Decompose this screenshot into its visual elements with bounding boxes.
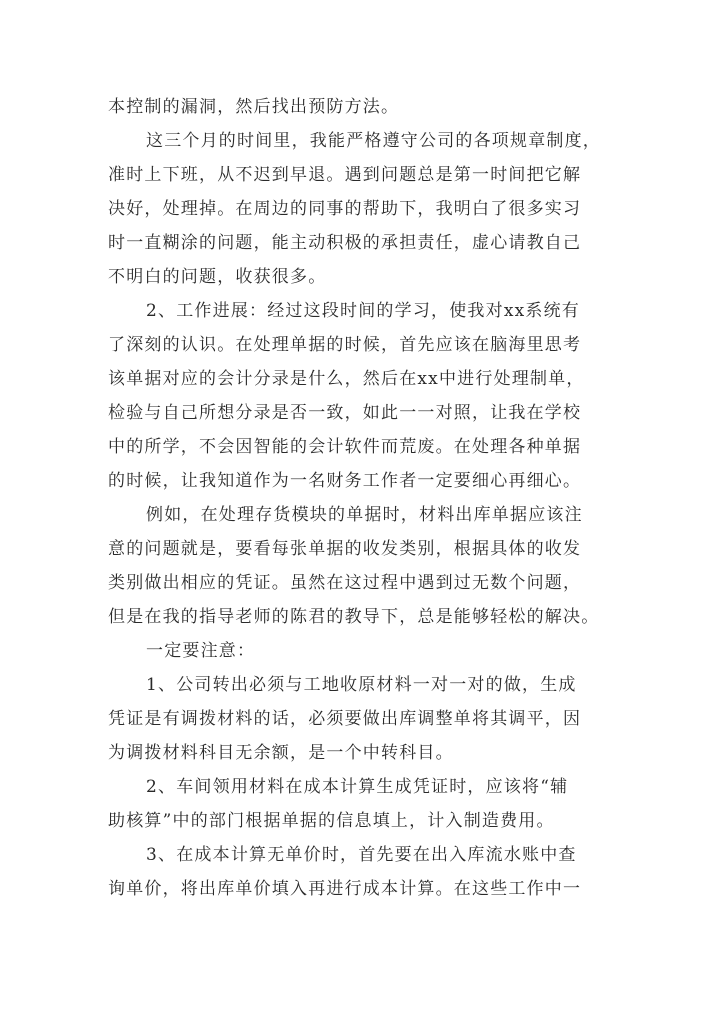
text-line-1: 本控制的漏洞，然后找出预防方法。	[108, 97, 400, 117]
text-line-8: 了深刻的认识。在处理单据的时候，首先应该在脑海里思考	[108, 335, 582, 355]
text-line-12: 的时候，让我知道作为一名财务工作者一定要细心再细心。	[108, 471, 582, 491]
text-line-16: 但是在我的指导老师的陈君的教导下，总是能够轻松的解决。	[108, 607, 600, 627]
text-line-19: 凭证是有调拨材料的话，必须要做出库调整单将其调平，因	[108, 709, 582, 729]
text-line-22: 助核算”中的部门根据单据的信息填上，计入制造费用。	[108, 811, 555, 831]
text-line-9: 该单据对应的会计分录是什么，然后在xx中进行处理制单，	[108, 369, 585, 389]
text-line-2: 这三个月的时间里，我能严格遵守公司的各项规章制度，	[146, 131, 601, 151]
text-line-15: 类别做出相应的凭证。虽然在这过程中遇到过无数个问题，	[108, 573, 582, 593]
text-line-11: 中的所学，不会因智能的会计软件而荒废。在处理各种单据	[108, 437, 582, 457]
text-line-23: 3、在成本计算无单价时，首先要在出入库流水账中查	[146, 845, 577, 865]
text-line-21: 2、车间领用材料在成本计算生成凭证时，应该将“辅	[146, 777, 569, 797]
text-line-5: 时一直糊涂的问题，能主动积极的承担责任，虚心请教自己	[108, 233, 582, 253]
text-line-10: 检验与自己所想分录是否一致，如此一一对照，让我在学校	[108, 403, 582, 423]
text-line-4: 决好，处理掉。在周边的同事的帮助下，我明白了很多实习	[108, 199, 582, 219]
text-line-20: 为调拨材料科目无余额，是一个中转科目。	[108, 743, 454, 763]
text-line-24: 询单价，将出库单价填入再进行成本计算。在这些工作中一	[108, 879, 582, 899]
document-body	[108, 90, 608, 906]
text-line-3: 准时上下班，从不迟到早退。遇到问题总是第一时间把它解	[108, 165, 582, 185]
text-line-14: 意的问题就是，要看每张单据的收发类别，根据具体的收发	[108, 539, 582, 559]
text-line-6: 不明白的问题，收获很多。	[108, 267, 327, 287]
text-line-18: 1、公司转出必须与工地收原材料一对一对的做，生成	[146, 675, 577, 695]
text-line-7: 2、工作进展：经过这段时间的学习，使我对xx系统有	[146, 301, 580, 321]
text-line-13: 例如，在处理存货模块的单据时，材料出库单据应该注	[146, 505, 583, 525]
text-line-17: 一定要注意：	[146, 641, 256, 661]
